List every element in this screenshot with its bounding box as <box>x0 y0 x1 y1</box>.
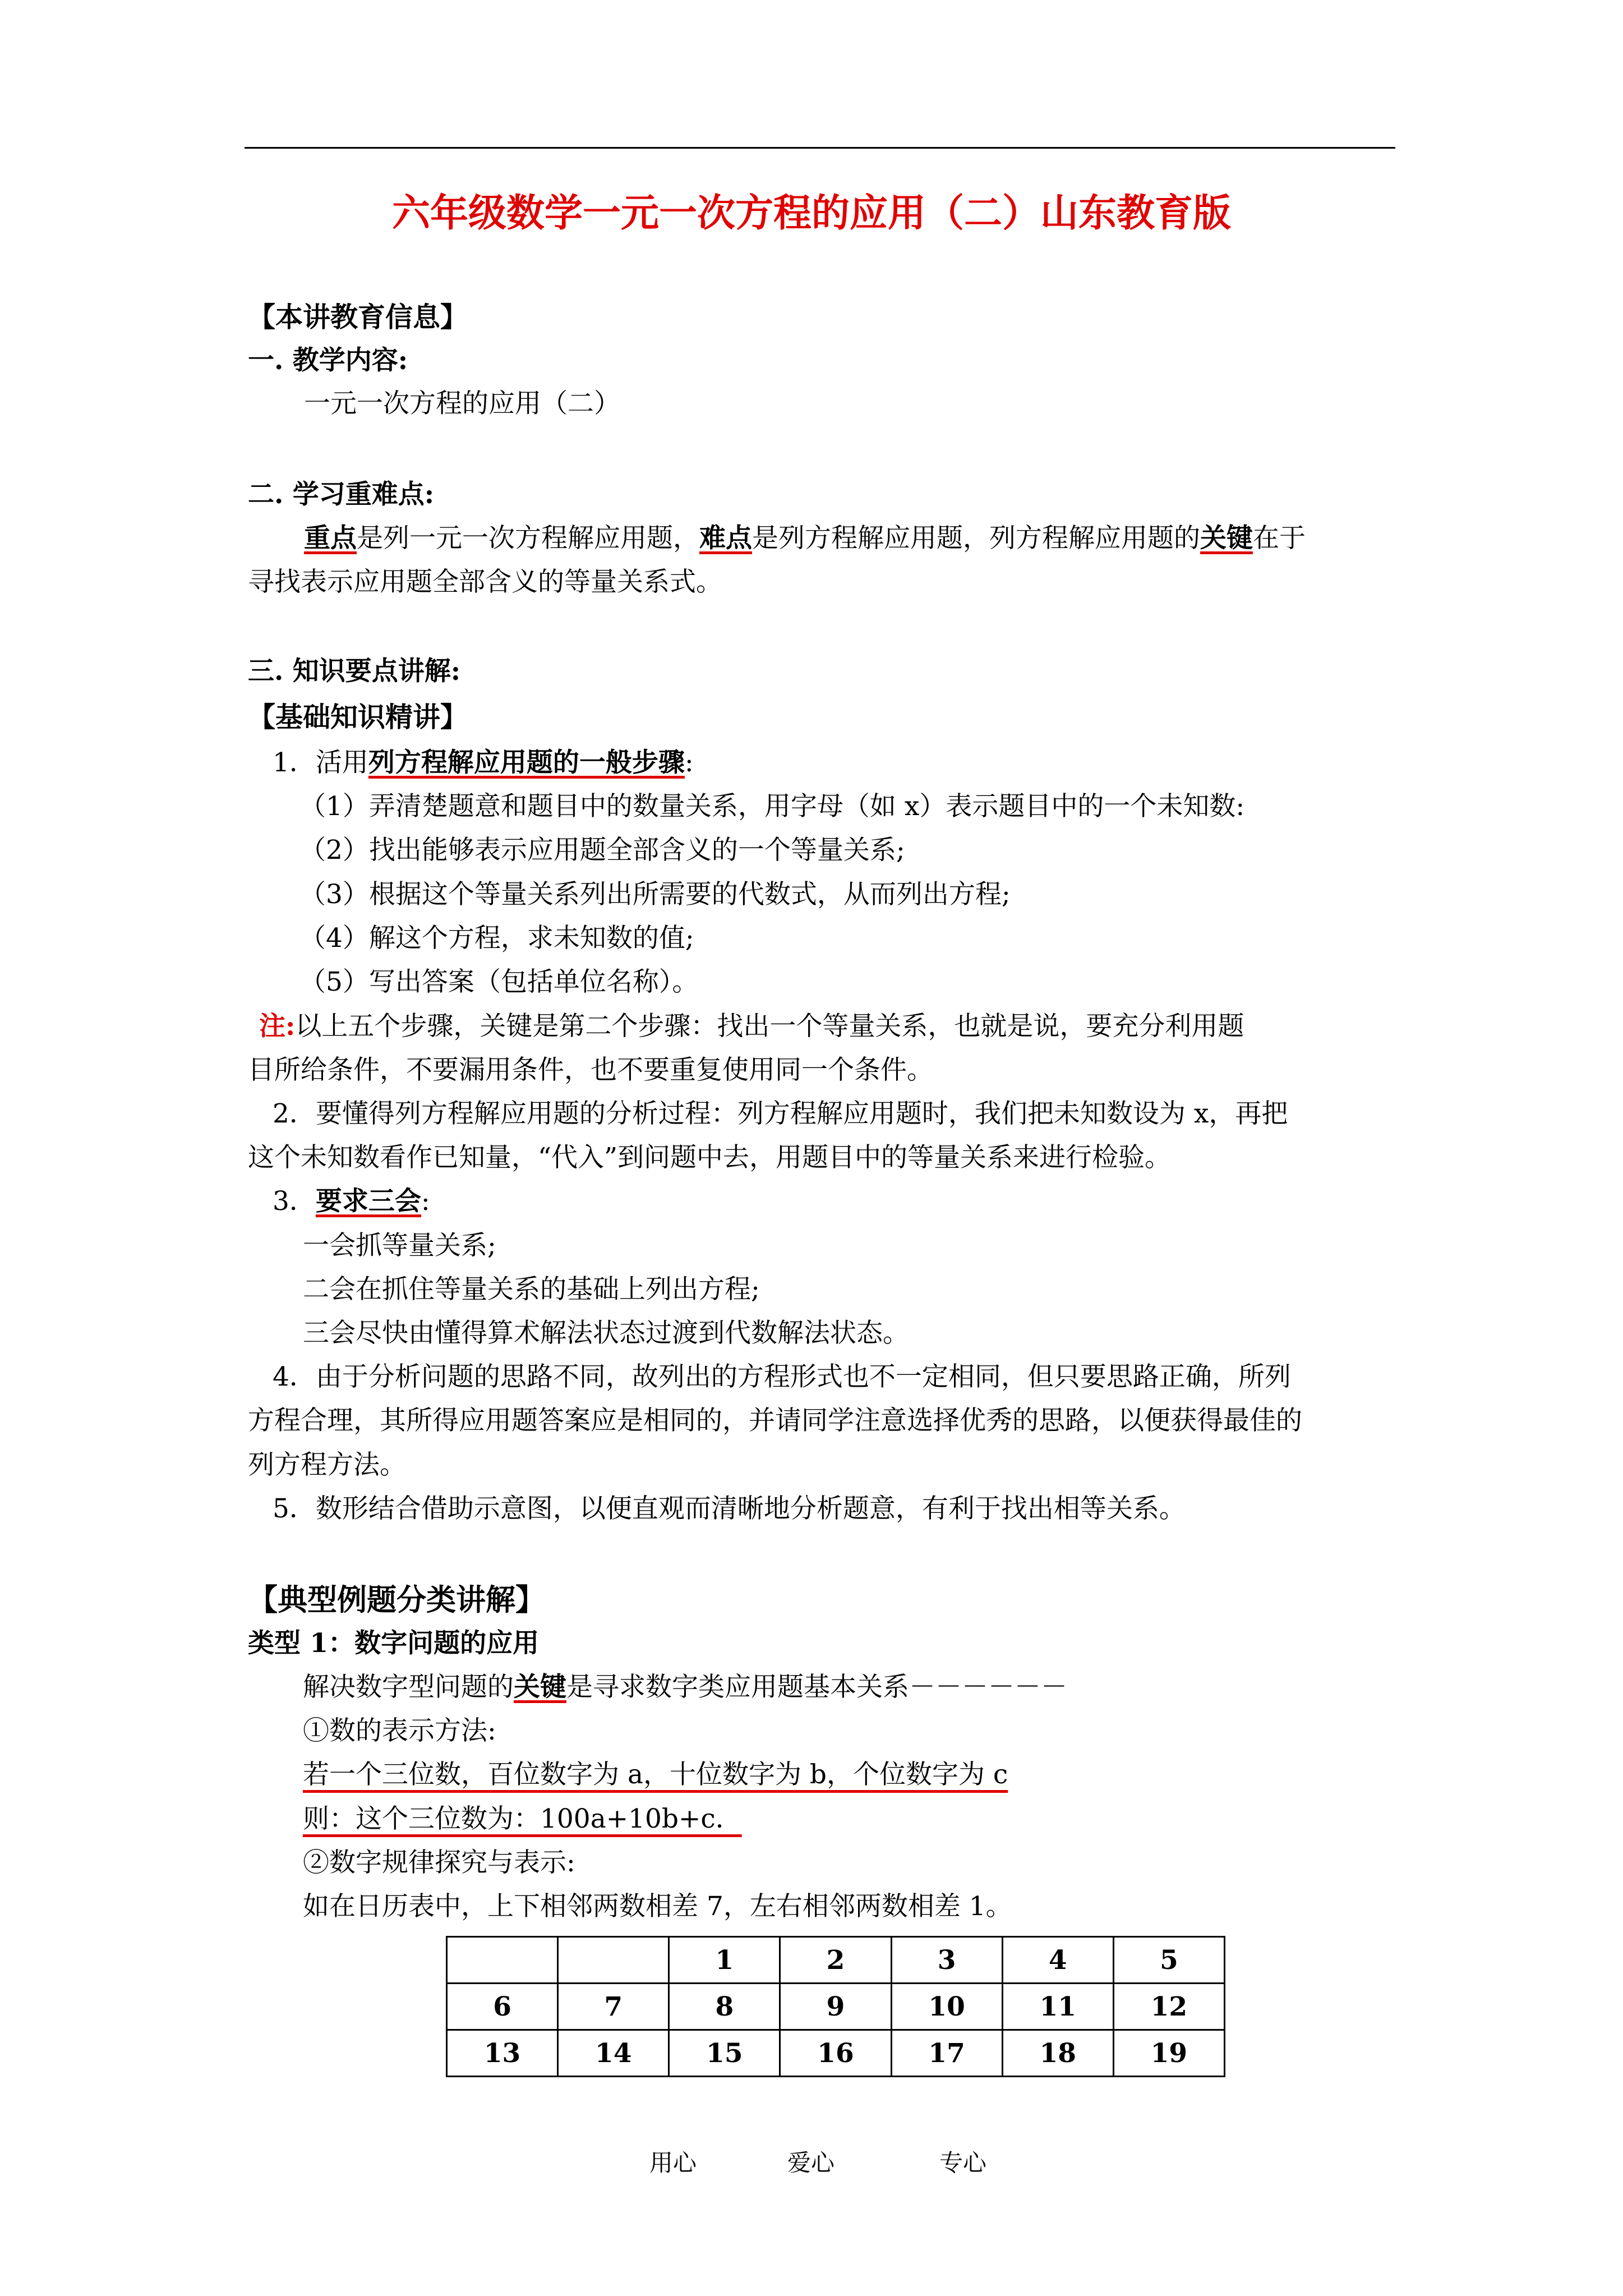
text-fragment: 则：这个三位数为：100a+10b+c． <box>303 1803 742 1834</box>
table-cell: 13 <box>447 2030 558 2077</box>
header-rule <box>245 147 1395 149</box>
keyword-key: 关键 <box>1200 523 1253 554</box>
text-fragment: 若一个三位数，百位数字为 a，十位数字为 b，个位数字为 c <box>303 1759 1008 1790</box>
three-digit-line-1 <box>248 1752 1410 1797</box>
table-cell: 17 <box>891 2030 1002 2077</box>
table-row <box>447 1984 1225 2030</box>
footer-item: 爱心 <box>787 2149 835 2177</box>
text-fragment: 1．活用 <box>273 747 368 778</box>
item-4-line-1: 4．由于分析问题的思路不同，故列出的方程形式也不一定相同，但只要思路正确，所列 <box>273 1361 1291 1392</box>
basic-knowledge-heading: 【基础知识精讲】 <box>248 701 468 733</box>
section-2-line-1 <box>248 516 1410 561</box>
table-cell: 2 <box>780 1937 891 1984</box>
note-line-1 <box>248 1004 1410 1049</box>
table-row <box>447 1937 1225 1984</box>
item-1 <box>248 740 1410 785</box>
section-2-line-2: 寻找表示应用题全部含义的等量关系式。 <box>248 567 722 597</box>
number-pattern-heading: ②数字规律探究与表示: <box>303 1847 575 1878</box>
type-1-heading: 类型 1：数字问题的应用 <box>248 1628 540 1659</box>
text-fragment: : <box>421 1186 430 1217</box>
keyword-key: 关键 <box>514 1672 566 1703</box>
text-fragment: 在于 <box>1253 523 1306 554</box>
keyword-general-steps: 列方程解应用题的一般步骤 <box>368 747 685 778</box>
step-3: （3）根据这个等量关系列出所需要的代数式，从而列出方程; <box>299 879 1011 910</box>
skill-1: 一会抓等量关系; <box>303 1230 496 1261</box>
item-5: 5．数形结合借助示意图，以便直观而清晰地分析题意，有利于找出相等关系。 <box>273 1493 1186 1524</box>
text-fragment: 解决数字型问题的 <box>303 1672 514 1703</box>
table-cell: 10 <box>891 1984 1002 2030</box>
table-cell: 19 <box>1113 2030 1224 2077</box>
text-fragment: 是列方程解应用题，列方程解应用题的 <box>752 523 1200 554</box>
step-2: （2）找出能够表示应用题全部含义的一个等量关系; <box>299 835 905 866</box>
item-4-line-2: 方程合理，其所得应用题答案应是相同的，并请同学注意选择优秀的思路，以便获得最佳的 <box>248 1405 1302 1436</box>
item-4-line-3: 列方程方法。 <box>248 1450 406 1480</box>
footer-item: 用心 <box>649 2149 697 2177</box>
skill-3: 三会尽快由懂得算术解法状态过渡到代数解法状态。 <box>303 1318 909 1349</box>
text-fragment: 是列一元一次方程解应用题， <box>357 523 699 554</box>
keyword-three-skills: 要求三会 <box>315 1186 421 1217</box>
section-2-heading: 二. 学习重难点: <box>248 479 435 510</box>
table-cell: 9 <box>780 1984 891 2030</box>
table-cell: 7 <box>558 1984 669 2030</box>
table-cell: 14 <box>558 2030 669 2077</box>
table-cell <box>558 1937 669 1984</box>
item-3 <box>248 1179 1410 1224</box>
table-cell: 12 <box>1113 1984 1224 2030</box>
step-5: （5）写出答案（包括单位名称）。 <box>299 967 699 997</box>
text-fragment: 是寻求数字类应用题基本关系－－－－－－ <box>566 1672 1067 1703</box>
calendar-description: 如在日历表中，上下相邻两数相差 7，左右相邻两数相差 1。 <box>303 1891 1012 1922</box>
section-info-heading: 【本讲教育信息】 <box>248 301 468 333</box>
note-line-2: 目所给条件，不要漏用条件，也不要重复使用同一个条件。 <box>248 1055 933 1085</box>
typical-examples-heading: 【典型例题分类讲解】 <box>248 1582 545 1617</box>
skill-2: 二会在抓住等量关系的基础上列出方程; <box>303 1274 760 1305</box>
section-1-body: 一元一次方程的应用（二） <box>304 388 620 419</box>
note-label: 注: <box>259 1011 296 1042</box>
item-2-line-2: 这个未知数看作已知量，“代入”到问题中去，用题目中的等量关系来进行检验。 <box>248 1142 1172 1173</box>
table-cell: 18 <box>1002 2030 1113 2077</box>
keyword-difficulty: 难点 <box>699 523 752 554</box>
text-fragment: 3． <box>273 1186 316 1217</box>
type-1-intro <box>248 1665 1410 1710</box>
table-cell: 15 <box>669 2030 780 2077</box>
page-footer <box>0 2145 1623 2178</box>
document-title: 六年级数学一元一次方程的应用（二）山东教育版 <box>391 191 1231 236</box>
table-cell: 4 <box>1002 1937 1113 1984</box>
text-fragment: 以上五个步骤，关键是第二个步骤：找出一个等量关系，也就是说，要充分利用题 <box>295 1011 1244 1042</box>
calendar-table <box>446 1936 1225 2077</box>
table-cell: 6 <box>447 1984 558 2030</box>
table-cell: 16 <box>780 2030 891 2077</box>
footer-item: 专心 <box>939 2149 987 2177</box>
table-cell: 5 <box>1113 1937 1224 1984</box>
table-cell: 8 <box>669 1984 780 2030</box>
step-4: （4）解这个方程，求未知数的值; <box>299 923 694 954</box>
table-cell: 1 <box>669 1937 780 1984</box>
three-digit-line-2 <box>248 1797 1410 1842</box>
section-3-heading: 三. 知识要点讲解: <box>248 656 461 687</box>
step-1: （1）弄清楚题意和题目中的数量关系，用字母（如 x）表示题目中的一个未知数: <box>299 791 1245 822</box>
table-cell: 11 <box>1002 1984 1113 2030</box>
table-cell: 3 <box>891 1937 1002 1984</box>
text-fragment: : <box>684 747 694 778</box>
number-representation-heading: ①数的表示方法: <box>303 1715 496 1746</box>
section-1-heading: 一. 教学内容: <box>248 345 408 376</box>
table-row <box>447 2030 1225 2077</box>
table-cell <box>447 1937 558 1984</box>
item-2-line-1: 2．要懂得列方程解应用题的分析过程：列方程解应用题时，我们把未知数设为 x，再把 <box>273 1098 1288 1129</box>
keyword-focus: 重点 <box>304 523 357 554</box>
